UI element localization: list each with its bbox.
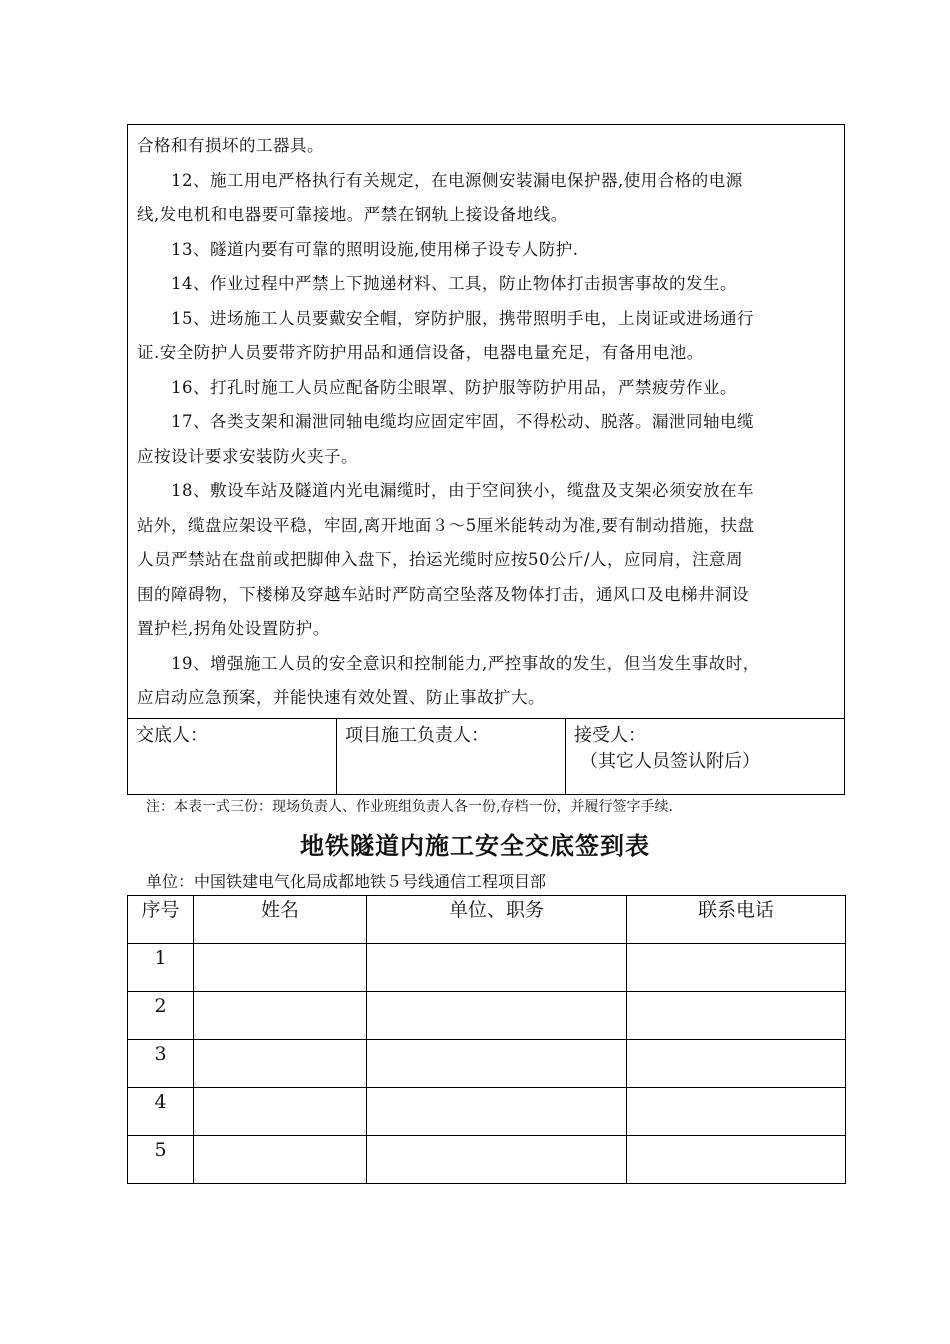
header-phone: 联系电话 bbox=[627, 896, 846, 944]
row-number: 2 bbox=[128, 992, 194, 1040]
project-lead-signature-cell[interactable] bbox=[337, 719, 566, 794]
table-row bbox=[128, 1088, 846, 1136]
table-header-row bbox=[128, 896, 846, 944]
project-lead-label: 项目施工负责人： bbox=[345, 725, 489, 746]
phone-cell[interactable] bbox=[627, 944, 846, 992]
phone-cell[interactable] bbox=[627, 1136, 846, 1184]
name-cell[interactable] bbox=[194, 944, 367, 992]
item-18: 18、敷设车站及隧道内光电漏缆时，由于空间狭小，缆盘及支架必须安放在车 bbox=[171, 481, 754, 500]
name-cell[interactable] bbox=[194, 1040, 367, 1088]
unit-line: 单位：中国铁建电气化局成都地铁５号线通信工程项目部 bbox=[146, 872, 547, 891]
item-12-cont: 线,发电机和电器要可靠接地。严禁在钢轨上接设备地线。 bbox=[137, 205, 568, 224]
receiver-signature-cell[interactable] bbox=[566, 719, 844, 794]
row-number: 3 bbox=[128, 1040, 194, 1088]
unit-cell[interactable] bbox=[367, 944, 627, 992]
presenter-label: 交底人： bbox=[136, 725, 208, 746]
presenter-signature-cell[interactable] bbox=[128, 719, 337, 794]
phone-cell[interactable] bbox=[627, 1040, 846, 1088]
header-no: 序号 bbox=[128, 896, 194, 944]
unit-cell[interactable] bbox=[367, 1136, 627, 1184]
item-17-cont: 应按设计要求安装防火夹子。 bbox=[137, 446, 358, 466]
receiver-label: 接受人： bbox=[574, 725, 646, 746]
item-16: 16、打孔时施工人员应配备防尘眼罩、防护服等防护用品，严禁疲劳作业。 bbox=[171, 377, 737, 397]
item-13: 13、隧道内要有可靠的照明设施,使用梯子设专人防护. bbox=[171, 239, 579, 259]
header-unit: 单位、职务 bbox=[367, 896, 627, 944]
content-line: 合格和有损坏的工器具。 bbox=[137, 136, 324, 155]
table-row bbox=[128, 1136, 846, 1184]
sign-in-table bbox=[127, 895, 846, 1184]
name-cell[interactable] bbox=[194, 1088, 367, 1136]
item-18-cont-1: 站外，缆盘应架设平稳，牢固,离开地面３～5厘米能转动为准,要有制动措施，扶盘 bbox=[137, 515, 755, 535]
safety-content-box bbox=[127, 124, 845, 718]
header-name: 姓名 bbox=[194, 896, 367, 944]
row-number: 5 bbox=[128, 1136, 194, 1184]
receiver-note: （其它人员签认附后） bbox=[580, 751, 760, 772]
table-row bbox=[128, 992, 846, 1040]
item-19: 19、增强施工人员的安全意识和控制能力,严控事故的发生，但当发生事故时， bbox=[171, 653, 760, 673]
row-number: 1 bbox=[128, 944, 194, 992]
item-18-cont-2: 人员严禁站在盘前或把脚伸入盘下，抬运光缆时应按50公斤/人，应同肩，注意周 bbox=[137, 550, 744, 569]
name-cell[interactable] bbox=[194, 992, 367, 1040]
item-17: 17、各类支架和漏泄同轴电缆均应固定牢固，不得松动、脱落。漏泄同轴电缆 bbox=[171, 412, 754, 431]
footnote: 注：本表一式三份：现场负责人、作业班组负责人各一份,存档一份，并履行签字手续. bbox=[146, 799, 673, 815]
item-15: 15、进场施工人员要戴安全帽，穿防护服，携带照明手电，上岗证或进场通行 bbox=[171, 308, 754, 328]
unit-cell[interactable] bbox=[367, 1040, 627, 1088]
item-12: 12、施工用电严格执行有关规定，在电源侧安装漏电保护器,使用合格的电源 bbox=[171, 170, 743, 190]
table-row bbox=[128, 1040, 846, 1088]
unit-cell[interactable] bbox=[367, 1088, 627, 1136]
item-14: 14、作业过程中严禁上下抛递材料、工具，防止物体打击损害事故的发生。 bbox=[171, 274, 737, 293]
item-18-cont-4: 置护栏,拐角处设置防护。 bbox=[137, 619, 330, 638]
item-19-cont: 应启动应急预案，并能快速有效处置、防止事故扩大。 bbox=[137, 688, 545, 707]
item-18-cont-3: 围的障碍物，下楼梯及穿越车站时严防高空坠落及物体打击，通风口及电梯井洞设 bbox=[137, 584, 749, 604]
row-number: 4 bbox=[128, 1088, 194, 1136]
page-title: 地铁隧道内施工安全交底签到表 bbox=[300, 831, 650, 860]
name-cell[interactable] bbox=[194, 1136, 367, 1184]
signature-row bbox=[127, 718, 845, 795]
item-15-cont: 证.安全防护人员要带齐防护用品和通信设备，电器电量充足，有备用电池。 bbox=[137, 343, 704, 362]
unit-cell[interactable] bbox=[367, 992, 627, 1040]
phone-cell[interactable] bbox=[627, 992, 846, 1040]
table-row bbox=[128, 944, 846, 992]
phone-cell[interactable] bbox=[627, 1088, 846, 1136]
